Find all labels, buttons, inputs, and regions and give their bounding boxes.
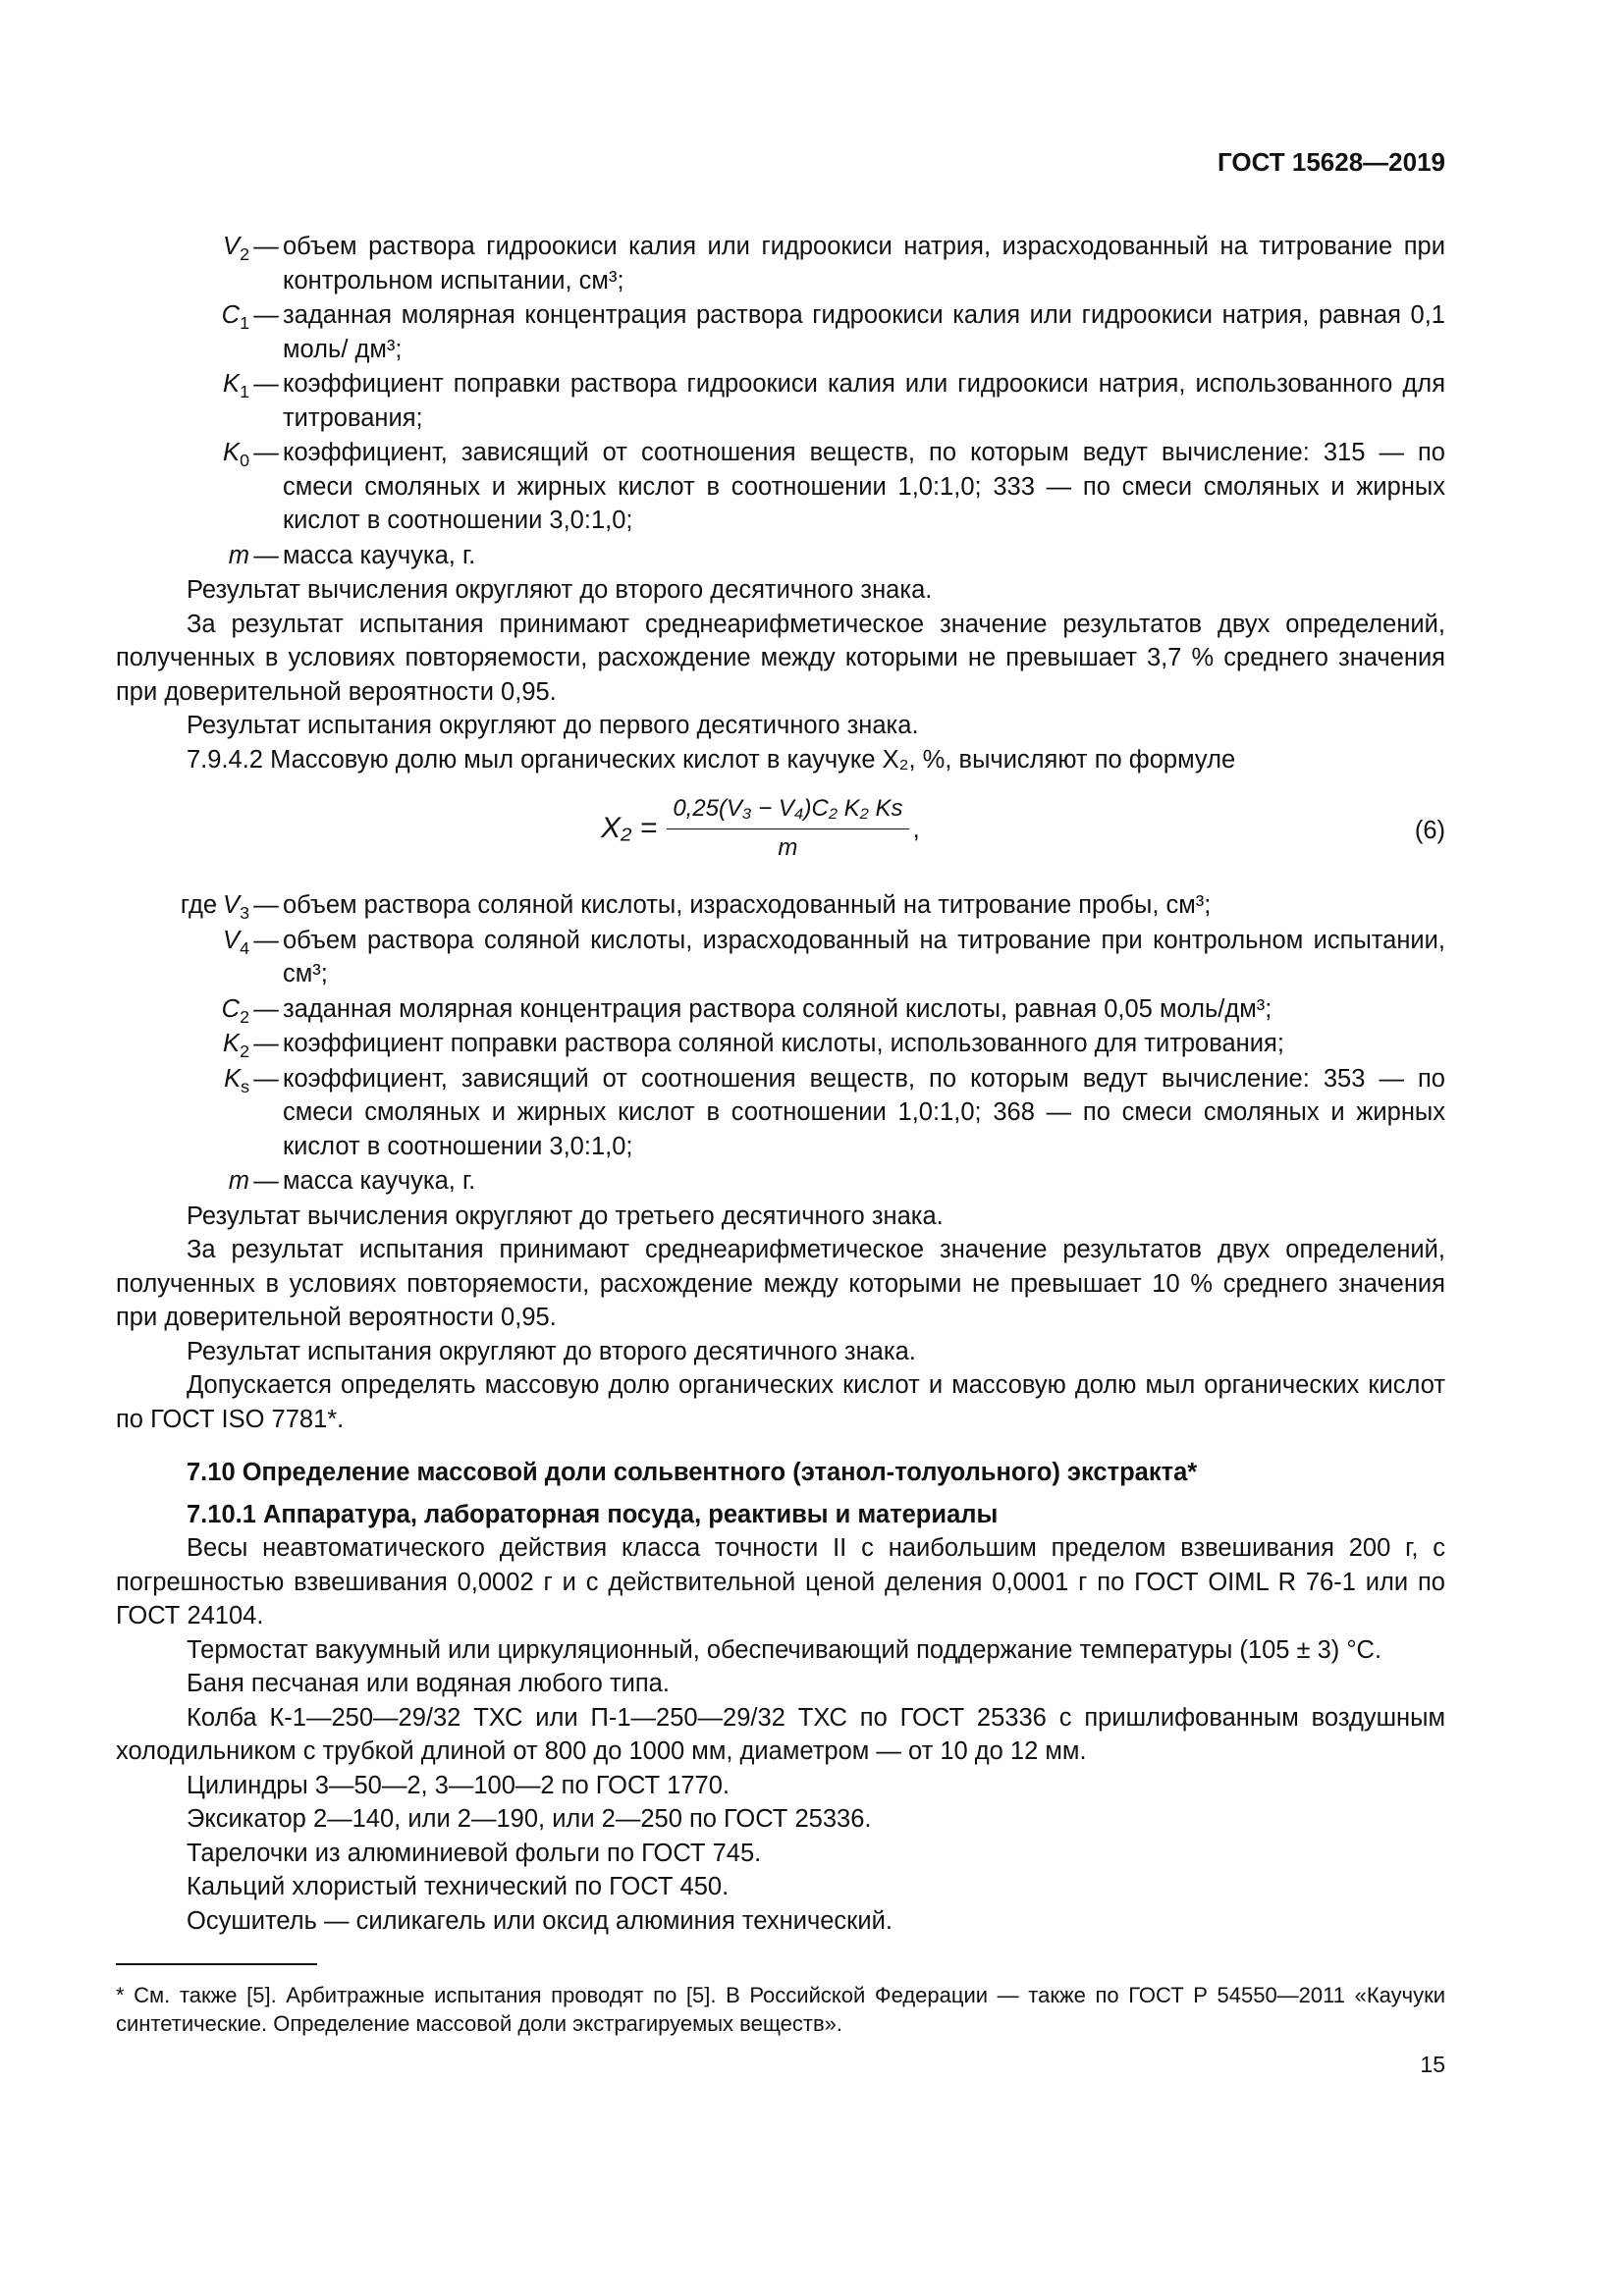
variable-definitions-1 (116, 230, 1445, 572)
variable-symbol: V (223, 891, 241, 919)
definition-text: коэффициент поправки раствора гидроокиси калия или гидроокиси натрия, использованного для титрования; (283, 370, 1445, 432)
definition-text: объем раствора соляной кислоты, израсходованный на титрование при контрольном испытании, см³; (283, 926, 1445, 988)
definition-text: объем раствора соляной кислоты, израсходованный на титрование пробы, см³; (283, 891, 1212, 919)
definition-item (116, 230, 1445, 297)
variable-subscript: 3 (240, 903, 249, 924)
definition-text: заданная молярная концентрация раствора соляной кислоты, равная 0,05 моль/дм³; (283, 994, 1272, 1023)
standard-code-header: ГОСТ 15628—2019 (1218, 147, 1445, 177)
paragraph: За результат испытания принимают среднеарифметическое значение результатов двух определений, полученных в условиях повторяемости, расхождение между которыми не превышает 10 % среднего значения при доверительной вероятности 0,95. (116, 1236, 1445, 1331)
footnote-separator (116, 1963, 317, 1965)
variable-symbol: K (224, 1064, 242, 1093)
paragraph: Результат вычисления округляют до второго десятичного знака. (187, 576, 933, 604)
variable-subscript: 2 (240, 244, 249, 265)
page-number: 15 (1420, 2052, 1445, 2077)
paragraph: Цилиндры 3—50—2, 3—100—2 по ГОСТ 1770. (187, 1771, 731, 1799)
definition-text: объем раствора гидроокиси калия или гидроокиси натрия, израсходованный на титрование при контрольном испытании, см³; (283, 233, 1445, 294)
paragraph: Колба К-1—250—29/32 ТХС или П-1—250—29/32 ТХС по ГОСТ 25336 с пришлифованным воздушным холодильником с трубкой длиной от 800 до 1000 мм, диаметром — от 10 до 12 мм. (116, 1703, 1445, 1765)
footnote: * См. также [5]. Арбитражные испытания проводят по [5]. В Российской Федерации — также по ГОСТ Р 54550—2011 «Каучуки синтетические. Определение массовой доли экстрагируемых веществ». (116, 1983, 1445, 2036)
variable-subscript: 2 (240, 1041, 249, 1062)
variable-symbol: V (223, 926, 241, 954)
variable-symbol: C (221, 994, 241, 1023)
definition-item (116, 924, 1445, 991)
paragraph: Весы неавтоматического действия класса точности II с наибольшим пределом взвешивания 200 г, с погрешностью взвешивания 0,0002 г и с действительной ценой деления 0,0001 г по ГОСТ OIML R 76-1 или по ГОСТ 24104. (116, 1534, 1445, 1629)
variable-symbol: C (221, 301, 241, 329)
em-dash: — (253, 541, 279, 569)
definition-item (116, 992, 1445, 1027)
em-dash: — (253, 1030, 279, 1057)
em-dash: — (253, 1064, 279, 1093)
variable-symbol: m (228, 1167, 249, 1195)
definition-item (116, 436, 1445, 538)
paragraph: Кальций хлористый технический по ГОСТ 450. (187, 1873, 730, 1900)
formula-lhs: X₂ = (601, 811, 658, 844)
em-dash: — (253, 926, 279, 954)
variable-subscript: s (241, 1076, 249, 1096)
em-dash: — (253, 439, 279, 466)
where-word: где (180, 891, 218, 919)
definition-item (116, 1062, 1445, 1164)
paragraph: За результат испытания принимают среднеарифметическое значение результатов двух определений, полученных в условиях повторяемости, расхождение между которыми не превышает 3,7 % среднего значения при доверительной вероятности 0,95. (116, 610, 1445, 706)
em-dash: — (253, 1167, 279, 1195)
definition-item (116, 298, 1445, 366)
em-dash: — (253, 370, 279, 398)
variable-subscript: 2 (240, 1006, 249, 1027)
variable-symbol: K (223, 370, 241, 398)
formula-trail: , (912, 813, 920, 843)
em-dash: — (253, 301, 279, 329)
em-dash: — (253, 994, 279, 1023)
variable-symbol: V (223, 233, 241, 260)
definition-item (116, 1164, 1445, 1199)
paragraph: Эксикатор 2—140, или 2—190, или 2—250 по ГОСТ 25336. (187, 1805, 872, 1833)
definition-text: масса каучука, г. (283, 541, 476, 569)
paragraph: Тарелочки из алюминиевой фольги по ГОСТ 745. (187, 1839, 762, 1867)
em-dash: — (253, 891, 279, 919)
paragraph: Термостат вакуумный или циркуляционный, обеспечивающий поддержание температуры (105 ± 3) °С. (187, 1635, 1382, 1664)
variable-subscript: 1 (240, 382, 249, 402)
formula-numerator: 0,25(V₃ − V₄)C₂ K₂ Ks (667, 792, 908, 829)
variable-subscript: 0 (240, 451, 249, 471)
variable-subscript: 1 (240, 313, 249, 334)
paragraph: Допускается определять массовую долю органических кислот и массовую долю мыл органических кислот по ГОСТ ISO 7781*. (116, 1371, 1445, 1433)
definition-text: заданная молярная концентрация раствора гидроокиси калия или гидроокиси натрия, равная 0,1 моль/ дм³; (283, 301, 1445, 363)
variable-symbol: K (223, 1030, 241, 1057)
main-content (116, 230, 1445, 1938)
formula-6 (116, 788, 1445, 875)
paragraph: Результат вычисления округляют до третьего десятичного знака. (187, 1201, 944, 1230)
paragraph: 7.9.4.2 Массовую долю мыл органических кислот в каучуке X₂, %, вычисляют по формуле (187, 745, 1236, 774)
variable-symbol: K (223, 439, 241, 466)
definition-item (116, 1027, 1445, 1061)
subsection-heading: 7.10.1 Аппаратура, лабораторная посуда, реактивы и материалы (187, 1500, 999, 1528)
variable-subscript: 4 (240, 937, 249, 958)
paragraph: Осушитель — силикагель или оксид алюминия технический. (187, 1906, 893, 1935)
definition-text: коэффициент, зависящий от соотношения веществ, по которым ведут вычисление: 353 — по смеси смоляных и жирных кислот в соотношении 1,0:1,0; 368 — по смеси смоляных и жирных кислот в соотношении 3,0:1,0; (283, 1064, 1445, 1160)
section-heading: 7.10 Определение массовой доли сольвентного (этанол-толуольного) экстракта* (187, 1459, 1198, 1486)
variable-symbol: m (228, 541, 249, 569)
definition-item (116, 367, 1445, 435)
formula-denominator: m (778, 833, 798, 861)
paragraph: Баня песчаная или водяная любого типа. (187, 1670, 670, 1697)
paragraph: Результат испытания округляют до второго десятичного знака. (187, 1337, 916, 1365)
definition-item (116, 539, 1445, 573)
definition-item (116, 888, 1445, 923)
variable-definitions-2 (116, 888, 1445, 1199)
paragraph: Результат испытания округляют до первого десятичного знака. (187, 712, 919, 739)
formula-number: (6) (1414, 817, 1445, 844)
formula-fraction (667, 792, 908, 865)
definition-text: коэффициент, зависящий от соотношения веществ, по которым ведут вычисление: 315 — по смеси смоляных и жирных кислот в соотношении 1,0:1,0; 333 — по смеси смоляных и жирных кислот в соотношении 3,0:1,0; (283, 439, 1445, 534)
definition-text: коэффициент поправки раствора соляной кислоты, использованного для титрования; (283, 1030, 1284, 1057)
em-dash: — (253, 233, 279, 260)
definition-text: масса каучука, г. (283, 1167, 476, 1195)
